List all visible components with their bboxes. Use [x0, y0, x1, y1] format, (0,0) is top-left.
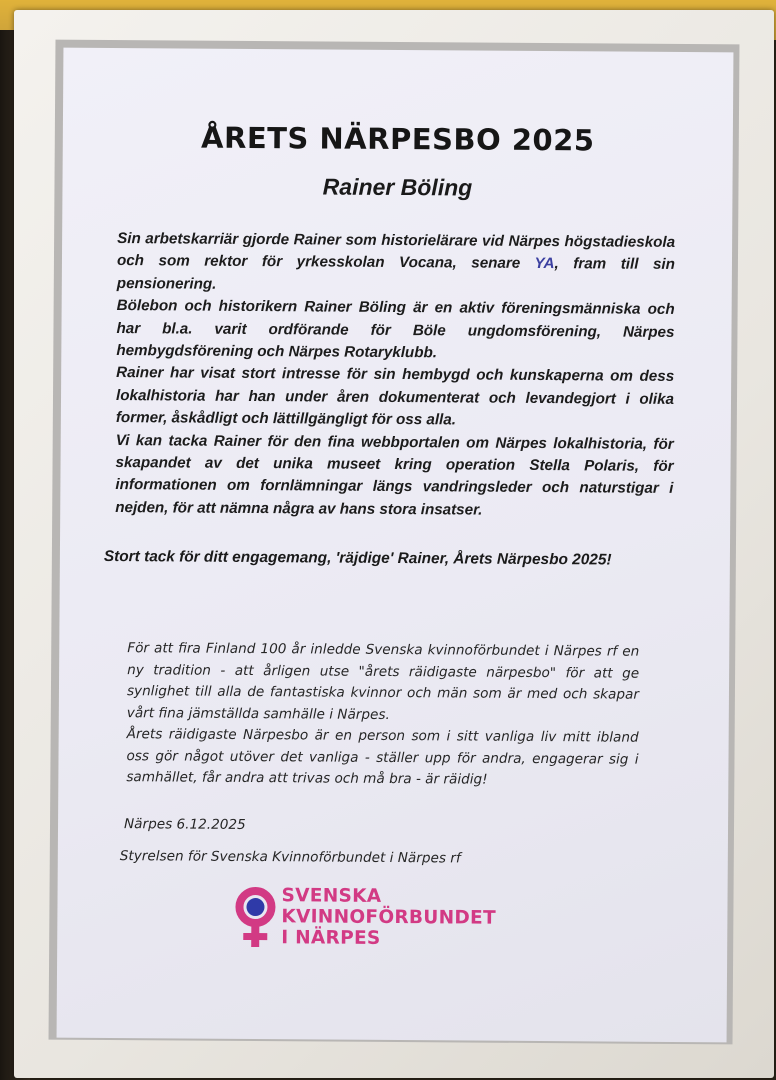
- certificate-title: ÅRETS NÄRPESBO 2025: [201, 120, 595, 158]
- tradition-paragraph: Årets räidigaste Närpesbo är en person som i sitt vanliga liv mitt ibland oss gör något utöver det vanliga - ställer upp för andra, engagerar sig i samhället, får andra att trivas och må bra - är räidig!: [126, 726, 639, 788]
- date-line: Närpes 6.12.2025: [123, 816, 246, 833]
- tradition-paragraph: För att fira Finland 100 år inledde Svenska kvinnoförbundet i Närpes rf en ny tradition - att årligen utse "årets räidigaste närpesbo" för att ge synlighet till alla de fantastiska kvinnor och män som är med och skapar vårt fina jämställda samhälle i Närpes.: [126, 640, 640, 723]
- logo-wordmark: [281, 885, 496, 949]
- logo-line: KVINNOFÖRBUNDET: [281, 906, 497, 929]
- tradition-text: [126, 638, 639, 792]
- citation-paragraph: Bölebon och historikern Rainer Böling är en aktiv föreningsmänniska och har bl.a. varit ordförande för Böle ungdomsförening, Närpes hembygdsförening och Närpes Rotaryklubb.: [116, 297, 675, 362]
- closing-line: Stort tack för ditt engagemang, 'räjdige' Rainer, Årets Närpesbo 2025!: [103, 547, 612, 569]
- citation-text: [115, 228, 675, 523]
- certificate-paper: [57, 48, 734, 1043]
- organization-logo: [233, 885, 563, 957]
- logo-line: SVENSKA: [281, 885, 382, 907]
- citation-paragraph: [117, 228, 675, 299]
- honoree-name: Rainer Böling: [322, 173, 473, 201]
- citation-paragraph: Rainer har visat stort intresse för sin hembygd och kunskaperna om dess lokalhistoria har han under åren dokumenterat och levandegjort i olika former, åskådligt och lättillgängligt för oss alla.: [115, 364, 675, 429]
- logo-line: I NÄRPES: [281, 927, 381, 949]
- signature-line: Styrelsen för Svenska Kvinnoförbundet i Närpes rf: [119, 848, 461, 867]
- highlighted-text: YA: [534, 255, 555, 273]
- citation-paragraph: Vi kan tacka Rainer för den fina webbportalen om Närpes lokalhistoria, för skapandet av det unika museet kring operation Stella Polaris, för informationen om fornlämningar längs vandringsleder och naturstigar i nejden, för att nämna några av hans stora insatser.: [115, 431, 674, 519]
- citation-text-part: , fram till sin pensionering.: [116, 255, 676, 293]
- venus-symbol-icon: [233, 885, 277, 951]
- citation-text-part: Sin arbetskarriär gjorde Rainer som historielärare vid Närpes högstadieskola och som rektor för yrkesskolan Vocana, senare: [116, 230, 676, 273]
